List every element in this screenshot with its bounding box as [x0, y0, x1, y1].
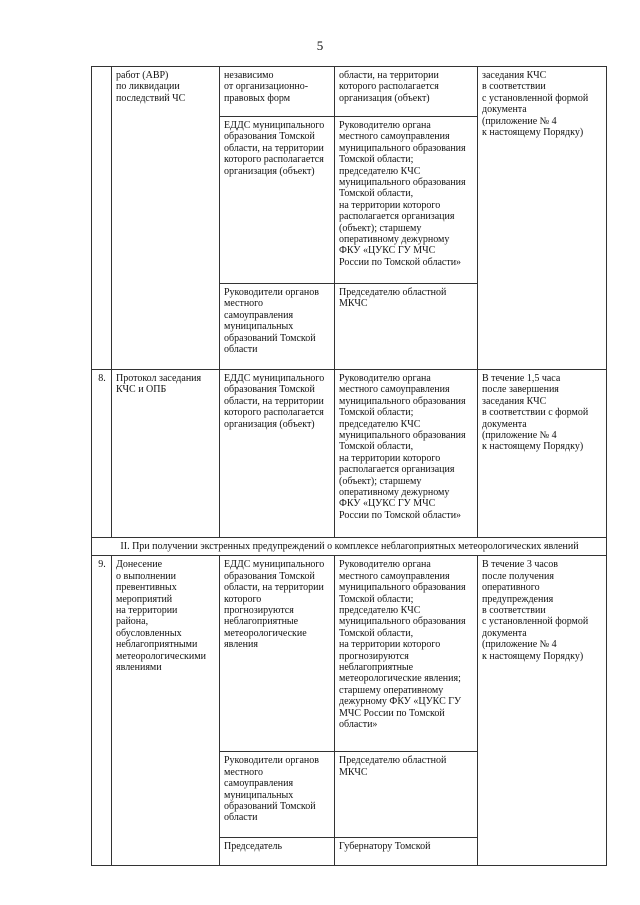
sender: ЕДДС муниципального образования Томской области, на территории которого прогнозируются неблагоприятные метеорологические явления	[220, 556, 335, 752]
item-number	[92, 67, 112, 370]
sender: независимо от организационно- правовых форм	[220, 67, 335, 117]
recipient: Председателю областной МКЧС	[335, 752, 478, 838]
deadline: заседания КЧС в соответствии с установленной формой документа (приложение № 4 к настоящему Порядку)	[478, 67, 607, 370]
section-title: II. При получении экстренных предупреждений о комплексе неблагоприятных метеорологических явлений	[92, 538, 607, 556]
recipient: области, на территории которого располагается организация (объект)	[335, 67, 478, 117]
page-number: 5	[316, 38, 324, 53]
deadline: В течение 1,5 часа после завершения заседания КЧС в соответствии с формой документа (приложение № 4 к настоящему Порядку)	[478, 370, 607, 538]
section-header-row	[92, 538, 607, 556]
sender: ЕДДС муниципального образования Томской области, на территории которого располагается организация (объект)	[220, 370, 335, 538]
recipient: Губернатору Томской	[335, 838, 478, 866]
recipient: Руководителю органа местного самоуправления муниципального образования Томской области; председателю КЧС муниципального образования Томской области, на территории которого располагается организация (объект); старшему оперативному дежурному ФКУ «ЦУКС ГУ МЧС России по Томской области»	[335, 117, 478, 284]
recipient: Руководителю органа местного самоуправления муниципального образования Томской области; председателю КЧС муниципального образования Томской области, на территории которого располагается организация (объект); старшему оперативному дежурному ФКУ «ЦУКС ГУ МЧС России по Томской области»	[335, 370, 478, 538]
sender: Руководители органов местного самоуправления муниципальных образований Томской области	[220, 284, 335, 370]
table-row	[92, 556, 607, 752]
document-name: работ (АВР) по ликвидации последствий ЧС	[112, 67, 220, 370]
reporting-table	[91, 66, 607, 866]
recipient: Руководителю органа местного самоуправления муниципального образования Томской области; председателю КЧС муниципального образования Томской области, на территории которого прогнозируются неблагоприятные метеорологические явления; старшему оперативному дежурному ФКУ «ЦУКС ГУ МЧС России по Томской области»	[335, 556, 478, 752]
sender: Руководители органов местного самоуправления муниципальных образований Томской области	[220, 752, 335, 838]
document-name: Протокол заседания КЧС и ОПБ	[112, 370, 220, 538]
table-row	[92, 370, 607, 538]
item-number: 9.	[92, 556, 112, 866]
deadline: В течение 3 часов после получения оперативного предупреждения в соответствии с установленной формой документа (приложение № 4 к настоящему Порядку)	[478, 556, 607, 866]
item-number: 8.	[92, 370, 112, 538]
table-row	[92, 67, 607, 117]
document-name: Донесение о выполнении превентивных мероприятий на территории района, обусловленных неблагоприятными метеорологическими явлениями	[112, 556, 220, 866]
sender: ЕДДС муниципального образования Томской области, на территории которого располагается организация (объект)	[220, 117, 335, 284]
recipient: Председателю областной МКЧС	[335, 284, 478, 370]
sender: Председатель	[220, 838, 335, 866]
